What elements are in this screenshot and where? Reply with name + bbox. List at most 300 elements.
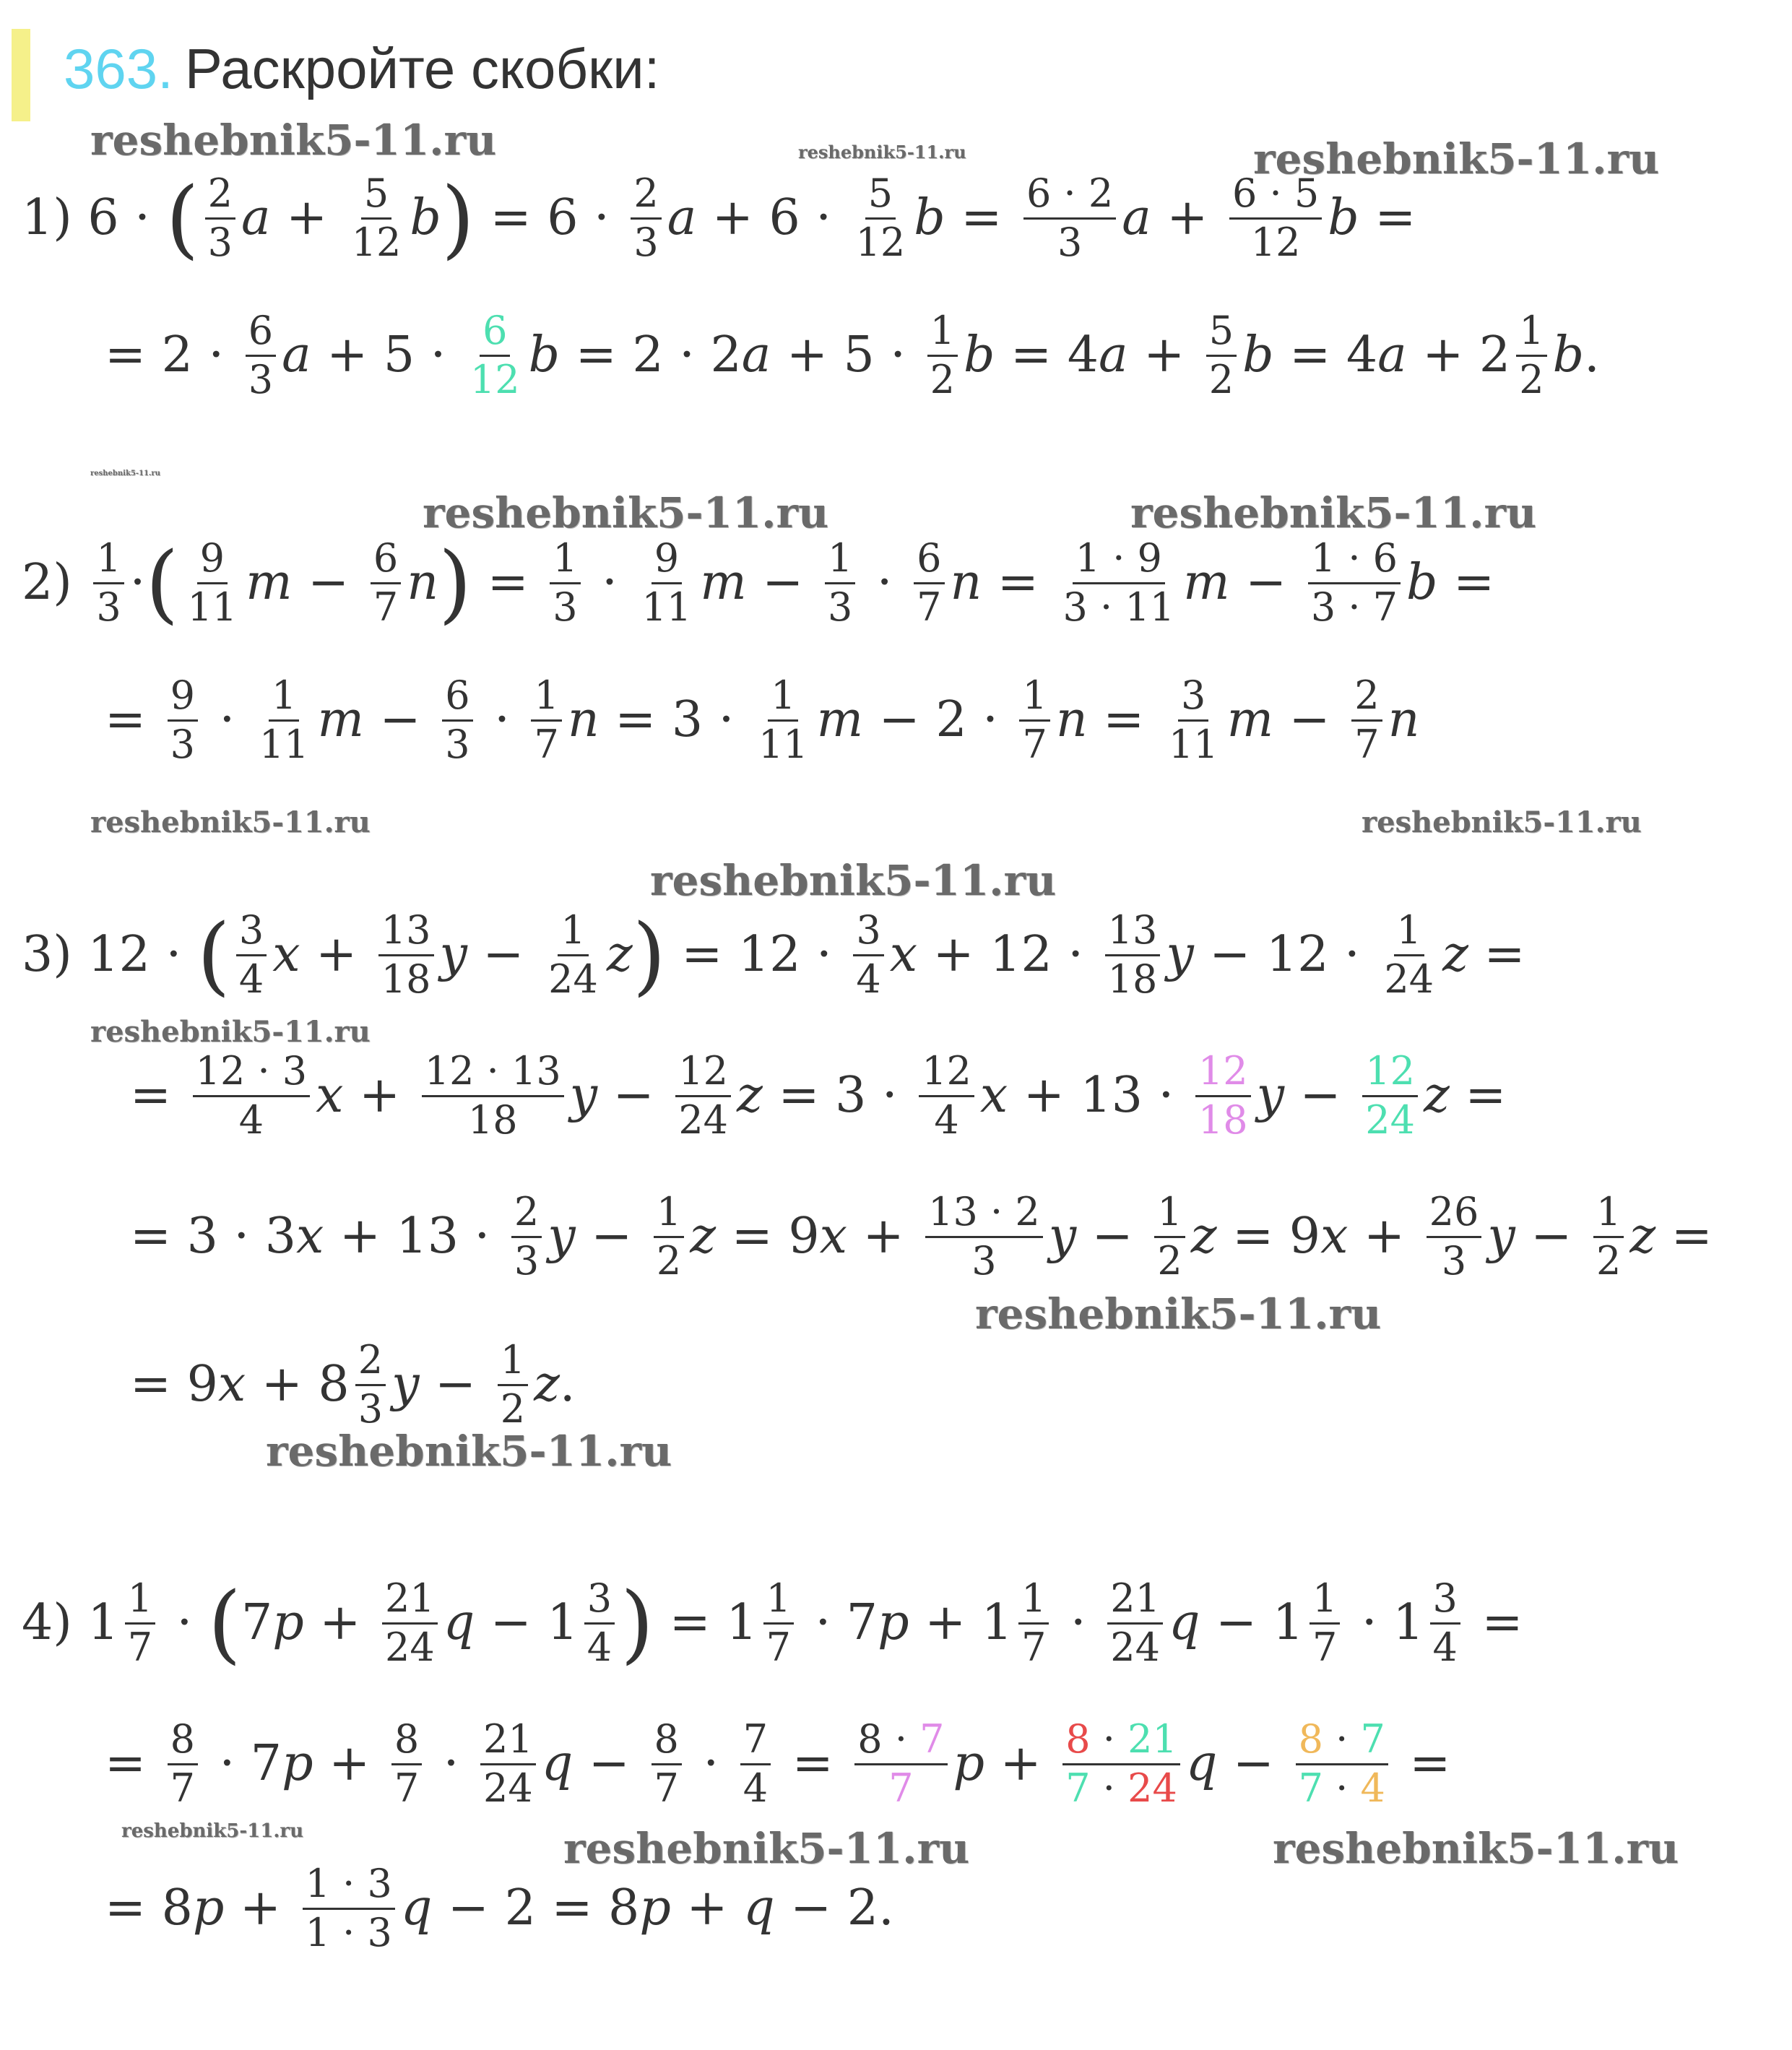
math-text: + 5 · xyxy=(311,326,462,384)
variable: b xyxy=(1328,189,1359,247)
math-text: = 9 xyxy=(130,1356,218,1414)
variable: y xyxy=(547,1208,576,1266)
fraction xyxy=(378,907,434,1002)
fraction xyxy=(1023,170,1116,265)
numerator: 21 xyxy=(480,1719,536,1765)
numerator: 2 xyxy=(511,1192,542,1238)
denominator: 3 xyxy=(1441,1237,1467,1284)
variable: q xyxy=(1169,1594,1200,1652)
math-text: · xyxy=(586,554,633,612)
denominator: 24 xyxy=(1110,1624,1161,1670)
denominator: 7 xyxy=(394,1765,420,1811)
fraction xyxy=(756,672,811,767)
variable: a xyxy=(741,326,771,384)
denominator: 4 xyxy=(934,1097,959,1143)
numerator: 13 xyxy=(378,910,434,956)
parenthesis: ( xyxy=(165,168,199,269)
watermark: reshebnik5-11.ru xyxy=(121,1820,304,1842)
fraction xyxy=(854,1716,947,1811)
numerator: 9 xyxy=(168,675,198,722)
equation-line xyxy=(105,1861,894,1955)
denominator: 3 xyxy=(827,584,853,630)
fraction xyxy=(531,672,561,767)
parenthesis: ) xyxy=(438,533,472,633)
math-text: + xyxy=(313,1735,386,1793)
equation-line xyxy=(22,168,1416,269)
math-text: · xyxy=(478,691,526,749)
math-text: − 2 · xyxy=(863,691,1014,749)
denominator: 2 xyxy=(1519,356,1544,402)
variable: a xyxy=(1377,326,1407,384)
variable: z xyxy=(1629,1208,1656,1266)
variable: p xyxy=(192,1880,225,1937)
fraction xyxy=(93,535,124,630)
math-text: − xyxy=(292,554,365,612)
variable: n xyxy=(1055,691,1088,749)
math-text: · xyxy=(687,1735,735,1793)
numerator: 7 xyxy=(740,1719,771,1765)
variable: z xyxy=(1442,926,1468,984)
variable: z xyxy=(534,1356,560,1414)
item-label: 1) xyxy=(22,189,72,247)
variable: p xyxy=(639,1880,671,1937)
math-text: = 12 · xyxy=(665,926,848,984)
math-text: + xyxy=(984,1735,1057,1793)
header-accent-bar xyxy=(12,29,30,121)
denominator: 12 xyxy=(469,356,520,402)
math-text: = xyxy=(105,691,162,749)
variable: x xyxy=(217,1356,246,1414)
numerator: 3 xyxy=(1178,675,1208,722)
parenthesis: ) xyxy=(632,905,666,1005)
math-text: + 12 · xyxy=(917,926,1099,984)
parenthesis: ) xyxy=(441,168,475,269)
fraction xyxy=(467,308,523,402)
numerator: 13 xyxy=(1105,910,1161,956)
math-text: + 13 · xyxy=(1008,1067,1190,1125)
math-text: + xyxy=(847,1208,920,1266)
math-text: = xyxy=(1087,691,1160,749)
equation-line xyxy=(22,1573,1523,1674)
fraction-operand: 8 xyxy=(857,1716,883,1762)
math-text: + xyxy=(270,189,343,247)
numerator: 1 xyxy=(1154,1192,1185,1238)
fraction xyxy=(1018,1575,1049,1670)
multiply-sign: · xyxy=(1323,1716,1361,1762)
fraction xyxy=(1206,308,1237,402)
fraction xyxy=(256,672,312,767)
variable: z xyxy=(606,926,633,984)
numerator: 1 xyxy=(550,538,580,584)
fraction xyxy=(853,170,909,265)
numerator: 12 xyxy=(1362,1051,1418,1097)
math-text: · 1 xyxy=(1346,1594,1424,1652)
fraction xyxy=(236,907,267,1002)
denominator: 3 xyxy=(96,584,121,630)
fraction xyxy=(654,1189,684,1284)
fraction xyxy=(740,1716,771,1811)
denominator: 4 xyxy=(586,1624,613,1670)
fraction xyxy=(763,1575,794,1670)
denominator: 4 xyxy=(238,1097,264,1143)
variable: y xyxy=(1166,926,1194,984)
fraction xyxy=(584,1575,615,1670)
numerator: 1 xyxy=(763,1578,794,1625)
equation-line xyxy=(105,1716,1451,1811)
fraction xyxy=(853,907,883,1002)
math-text: 7 xyxy=(241,1594,273,1652)
fraction xyxy=(391,1716,422,1811)
math-text: = xyxy=(982,554,1055,612)
numerator: 6 xyxy=(442,675,472,722)
denominator: 2 xyxy=(1157,1237,1182,1284)
fraction xyxy=(1516,308,1546,402)
denominator: 3 xyxy=(248,356,274,402)
numerator: 1 · 6 xyxy=(1308,538,1401,584)
denominator: 7 xyxy=(1022,721,1047,767)
math-text: · xyxy=(161,1594,208,1652)
variable: m xyxy=(816,691,864,749)
math-text: + 6 · xyxy=(696,189,847,247)
math-text: = xyxy=(1466,1594,1523,1652)
math-text: · 7 xyxy=(799,1594,878,1652)
denominator: 7 xyxy=(1354,721,1380,767)
denominator: 18 xyxy=(1198,1097,1248,1143)
numerator: 1 xyxy=(1019,675,1049,722)
denominator: 4 xyxy=(743,1765,769,1811)
fraction-operand: 7 xyxy=(1298,1765,1323,1811)
numerator: 1 xyxy=(654,1192,684,1238)
math-text: = xyxy=(130,1067,187,1125)
denominator: 11 xyxy=(187,584,238,630)
variable: n xyxy=(1388,691,1420,749)
numerator: 12 xyxy=(675,1051,731,1097)
denominator: 2 xyxy=(1596,1237,1622,1284)
variable: a xyxy=(1099,326,1128,384)
numerator: 1 xyxy=(927,311,958,357)
math-text: = xyxy=(105,1735,162,1793)
fraction xyxy=(1105,907,1161,1002)
fraction xyxy=(1019,672,1049,767)
denominator: 3 · 11 xyxy=(1062,584,1175,630)
variable: y xyxy=(1256,1067,1284,1125)
math-text: − xyxy=(1284,1067,1357,1125)
math-text: − xyxy=(1076,1208,1149,1266)
math-text: = 2 · 2 xyxy=(560,326,742,384)
numerator: 21 xyxy=(1107,1578,1163,1625)
numerator: 21 xyxy=(382,1578,438,1625)
fraction xyxy=(927,308,958,402)
denominator: 3 xyxy=(553,584,578,630)
variable: x xyxy=(316,1067,344,1125)
fraction xyxy=(1296,1716,1388,1811)
math-text: = xyxy=(1437,554,1495,612)
fraction xyxy=(1166,672,1221,767)
watermark: reshebnik5-11.ru xyxy=(650,856,1057,905)
numerator: 1 xyxy=(768,675,798,722)
fraction-operand: 7 xyxy=(919,1716,945,1762)
variable: x xyxy=(979,1067,1008,1125)
equation-line xyxy=(130,1337,576,1432)
fraction xyxy=(1229,170,1322,265)
math-text: = 2 · xyxy=(105,326,240,384)
variable: a xyxy=(282,326,311,384)
fraction xyxy=(168,1716,198,1811)
numerator: 26 xyxy=(1427,1192,1482,1238)
math-text: 12 · xyxy=(87,926,197,984)
math-text: = 9 xyxy=(1216,1208,1321,1266)
parenthesis: ) xyxy=(620,1573,654,1674)
numerator: 1 xyxy=(1516,311,1546,357)
fraction xyxy=(914,535,944,630)
variable: y xyxy=(1487,1208,1515,1266)
math-text: = 1 xyxy=(654,1594,758,1652)
denominator: 11 xyxy=(1168,721,1219,767)
numerator: 3 xyxy=(584,1578,615,1625)
numerator xyxy=(854,1716,947,1765)
variable: q xyxy=(541,1735,573,1793)
math-text: − xyxy=(467,926,540,984)
denominator: 7 xyxy=(654,1765,679,1811)
math-text: + xyxy=(1151,189,1224,247)
math-text: = xyxy=(472,554,545,612)
exercise-header xyxy=(64,36,659,102)
parenthesis: ( xyxy=(145,533,179,633)
denominator: 24 xyxy=(384,1624,435,1670)
denominator: 7 xyxy=(127,1624,153,1670)
math-text: · xyxy=(1055,1594,1102,1652)
fraction-operand: 4 xyxy=(1360,1765,1385,1811)
denominator: 18 xyxy=(381,956,431,1002)
denominator: 3 xyxy=(971,1237,997,1284)
math-text: = 8 xyxy=(105,1880,193,1937)
fraction xyxy=(1062,1716,1180,1811)
watermark: reshebnik5-11.ru xyxy=(1362,805,1642,839)
item-label: 3) xyxy=(22,926,72,984)
item-label: 4) xyxy=(22,1594,72,1652)
numerator: 1 xyxy=(125,1578,155,1625)
math-text: − 1 xyxy=(475,1594,579,1652)
math-text: + xyxy=(224,1880,297,1937)
fraction xyxy=(550,535,580,630)
denominator: 11 xyxy=(259,721,309,767)
math-text: = 3 · xyxy=(762,1067,914,1125)
watermark: reshebnik5-11.ru xyxy=(1130,488,1537,537)
math-text: = xyxy=(1393,1735,1451,1793)
math-text: = xyxy=(1449,1067,1507,1125)
denominator: 24 xyxy=(483,1765,533,1811)
math-text: . xyxy=(1584,326,1600,384)
denominator: 18 xyxy=(1107,956,1158,1002)
numerator: 6 xyxy=(914,538,944,584)
denominator: 7 xyxy=(917,584,942,630)
fraction xyxy=(1351,672,1382,767)
denominator: 7 xyxy=(373,584,399,630)
math-text: = 9 xyxy=(716,1208,820,1266)
math-text: − xyxy=(1217,1735,1290,1793)
numerator: 1 xyxy=(1593,1192,1624,1238)
watermark: reshebnik5-11.ru xyxy=(90,1015,371,1049)
equation-line xyxy=(130,1048,1507,1143)
denominator: 11 xyxy=(641,584,692,630)
fraction xyxy=(246,308,276,402)
fraction xyxy=(1381,907,1437,1002)
variable: n xyxy=(567,691,600,749)
fraction xyxy=(442,672,472,767)
numerator: 3 xyxy=(1430,1578,1460,1625)
numerator: 1 xyxy=(498,1340,528,1386)
variable: b xyxy=(914,189,945,247)
fraction xyxy=(422,1048,564,1143)
numerator: 8 xyxy=(168,1719,198,1765)
numerator xyxy=(1296,1716,1388,1765)
math-text: . xyxy=(559,1356,576,1414)
numerator: 12 xyxy=(919,1051,974,1097)
numerator: 12 xyxy=(1195,1051,1251,1097)
fraction xyxy=(1195,1048,1251,1143)
numerator: 8 xyxy=(652,1719,682,1765)
fraction xyxy=(303,1861,395,1955)
fraction-operand: 7 xyxy=(1360,1716,1385,1762)
multiply-sign: · xyxy=(1323,1765,1361,1811)
math-text: − xyxy=(1515,1208,1588,1266)
math-text: − 1 xyxy=(1200,1594,1304,1652)
numerator: 5 xyxy=(865,173,896,220)
variable: p xyxy=(282,1735,313,1793)
math-text: + xyxy=(670,1880,744,1937)
variable: y xyxy=(391,1356,420,1414)
denominator: 2 xyxy=(656,1237,682,1284)
denominator: 3 xyxy=(358,1385,384,1432)
fraction-operand: 7 xyxy=(1065,1765,1091,1811)
numerator: 12 · 3 xyxy=(193,1051,311,1097)
denominator: 3 xyxy=(170,721,195,767)
math-text: = xyxy=(1468,926,1525,984)
denominator xyxy=(886,1765,916,1809)
variable: q xyxy=(743,1880,775,1937)
math-text: + 8 xyxy=(246,1356,350,1414)
variable: z xyxy=(1190,1208,1217,1266)
watermark: reshebnik5-11.ru xyxy=(266,1427,672,1476)
math-text: − xyxy=(573,1735,646,1793)
numerator: 1 xyxy=(1018,1578,1049,1625)
math-text: − xyxy=(575,1208,648,1266)
variable: p xyxy=(272,1594,304,1652)
math-text: − 2 = 8 xyxy=(432,1880,640,1937)
fraction-operand: 8 xyxy=(1298,1716,1323,1762)
numerator: 6 · 5 xyxy=(1229,173,1322,220)
variable: y xyxy=(439,926,467,984)
fraction xyxy=(631,170,661,265)
denominator: 3 xyxy=(207,219,233,265)
multiply-sign: · xyxy=(1090,1765,1128,1811)
numerator: 3 xyxy=(853,910,883,956)
math-text: = xyxy=(1655,1208,1713,1266)
denominator: 12 xyxy=(855,219,906,265)
denominator: 4 xyxy=(238,956,264,1002)
denominator: 11 xyxy=(758,721,808,767)
fraction xyxy=(382,1575,438,1670)
fraction xyxy=(168,672,198,767)
fraction-operand: 24 xyxy=(1127,1765,1177,1811)
watermark: reshebnik5-11.ru xyxy=(90,805,371,839)
numerator: 5 xyxy=(1206,311,1237,357)
math-text: − 12 · xyxy=(1193,926,1376,984)
exercise-title: Раскройте скобки: xyxy=(184,37,660,100)
fraction xyxy=(205,170,235,265)
fraction xyxy=(371,535,401,630)
math-text: = xyxy=(776,1735,849,1793)
variable: m xyxy=(246,554,293,612)
numerator: 6 · 2 xyxy=(1023,173,1116,220)
math-text: + 2 xyxy=(1406,326,1511,384)
math-text: + xyxy=(303,1594,376,1652)
math-text: − xyxy=(1273,691,1346,749)
variable: p xyxy=(878,1594,909,1652)
denominator: 24 xyxy=(678,1097,729,1143)
math-text: − 2. xyxy=(774,1880,894,1937)
watermark: reshebnik5-11.ru xyxy=(90,470,160,477)
fraction xyxy=(1154,1189,1185,1284)
fraction xyxy=(125,1575,155,1670)
fraction xyxy=(498,1337,528,1432)
variable: m xyxy=(700,554,747,612)
variable: b xyxy=(1552,326,1585,384)
fraction xyxy=(639,535,695,630)
variable: b xyxy=(964,326,995,384)
numerator: 5 xyxy=(361,173,391,220)
parenthesis: ( xyxy=(196,905,230,1005)
numerator: 13 · 2 xyxy=(925,1192,1043,1238)
denominator: 4 xyxy=(1432,1624,1458,1670)
denominator: 7 xyxy=(1021,1624,1047,1670)
denominator: 7 xyxy=(534,721,559,767)
denominator: 3 xyxy=(445,721,470,767)
numerator: 6 xyxy=(480,311,510,357)
variable: a xyxy=(1122,189,1151,247)
variable: y xyxy=(1048,1208,1077,1266)
numerator: 1 xyxy=(1394,910,1424,956)
fraction xyxy=(511,1189,542,1284)
equation-line xyxy=(130,1189,1713,1284)
math-text: = xyxy=(945,189,1018,247)
fraction xyxy=(1310,1575,1340,1670)
math-text: = 4 xyxy=(995,326,1099,384)
denominator: 2 xyxy=(1208,356,1234,402)
numerator: 3 xyxy=(236,910,267,956)
fraction xyxy=(1308,535,1401,630)
fraction xyxy=(349,170,404,265)
denominator: 3 xyxy=(633,219,659,265)
numerator: 2 xyxy=(205,173,235,220)
math-text: · xyxy=(861,554,909,612)
math-text: − xyxy=(364,691,437,749)
numerator: 1 · 3 xyxy=(303,1864,395,1910)
fraction xyxy=(193,1048,311,1143)
parenthesis: ( xyxy=(207,1573,241,1674)
numerator: 1 xyxy=(269,675,299,722)
numerator: 1 xyxy=(558,910,588,956)
math-text: + xyxy=(1348,1208,1421,1266)
variable: q xyxy=(1185,1735,1218,1793)
variable: b xyxy=(410,189,441,247)
fraction xyxy=(1430,1575,1460,1670)
math-text: · xyxy=(203,691,251,749)
math-text: · xyxy=(129,554,146,612)
item-label: 2) xyxy=(22,554,72,612)
numerator: 2 xyxy=(1351,675,1382,722)
math-text: · 7 xyxy=(203,1735,282,1793)
